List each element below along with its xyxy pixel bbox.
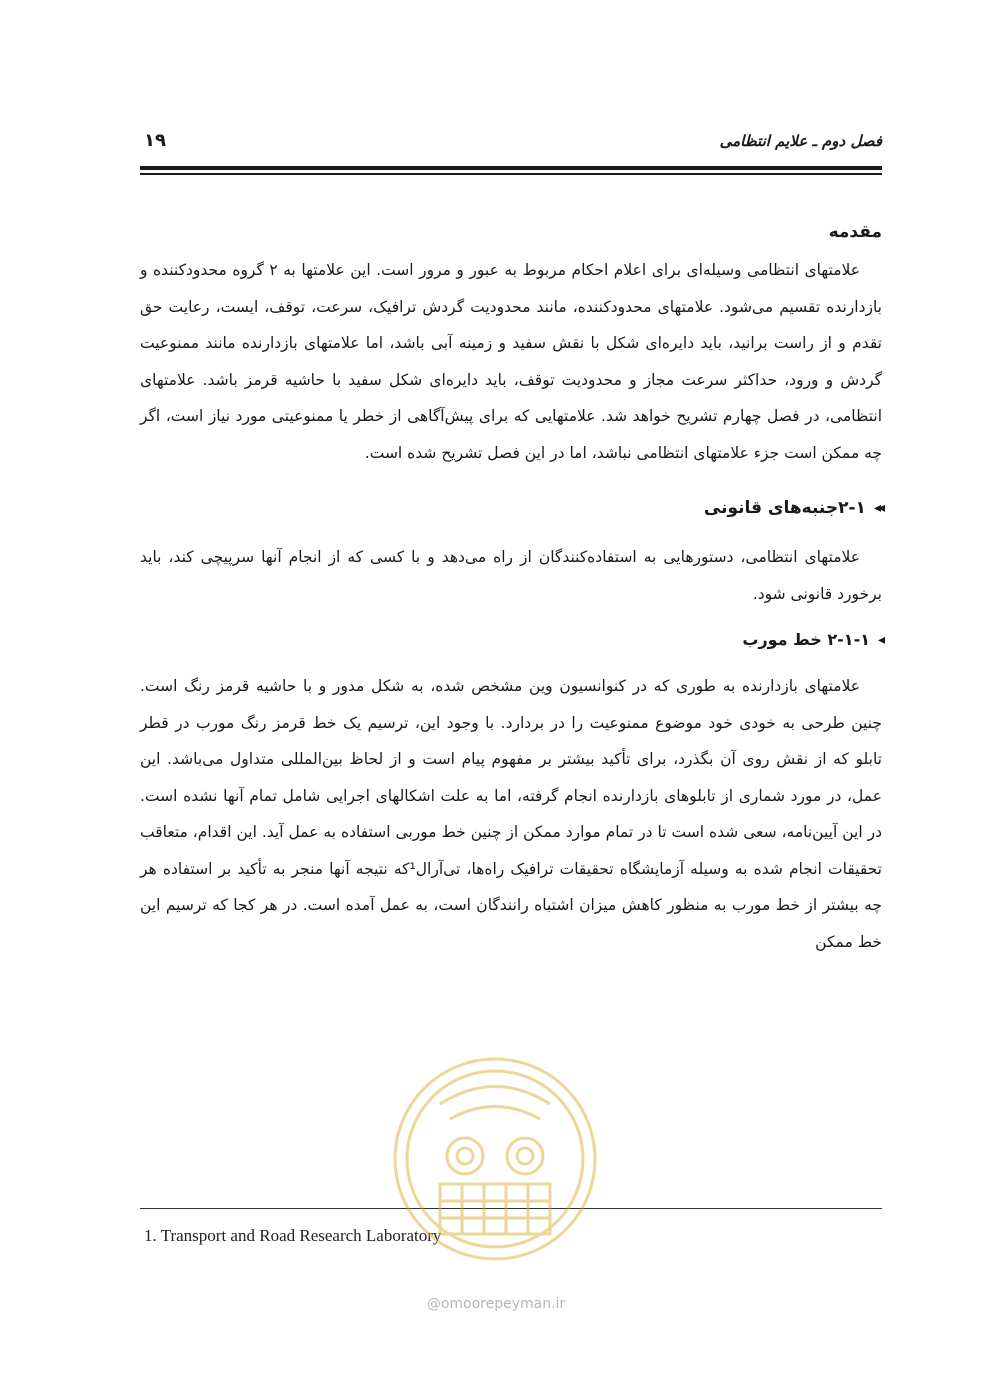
intro-paragraph: علامتهای انتظامی وسیله‌ای برای اعلام احکام مربوط به عبور و مرور است. این علامتها به ۲ گروه محدودکننده و بازدارنده تقسیم می‌شود. علامتهای محدودکننده، مانند محدودیت گردش ترافیک، سرعت، توقف، ایست، رعایت حق تقدم و از راست برانید، باید دایره‌ای شکل با نقش سفید و زمینه آبی باشد، اما علامتهای بازدارنده مانند ممنوعیت گردش و ورود، حداکثر سرعت مجاز و محدودیت توقف، باید دایره‌ای شکل سفید با حاشیه قرمز باشد. علامتهای انتظامی، در فصل چهارم تشریح خواهد شد. علامتهایی که برای پیش‌آگاهی از خطر یا ممنوعیتی مورد نیاز است، اگر چه ممکن است جزء علامتهای انتظامی نباشد، اما در این فصل تشریح شده است.: [140, 261, 882, 462]
intro-heading: مقدمه: [828, 222, 882, 242]
page-number: ۱۹: [144, 130, 166, 151]
legal-paragraph: علامتهای انتظامی، دستورهایی به استفاده‌کنندگان از راه می‌دهد و با کسی که از انجام آنها سرپیچی کند، باید برخورد قانونی شود.: [140, 548, 882, 603]
watermark-logo-icon: [380, 1044, 610, 1274]
running-title: فصل دوم ـ علایم انتظامی: [719, 132, 882, 150]
subsection-heading-diagonal: [140, 612, 882, 668]
section-heading-text: ۲-۱جنبه‌های قانونی: [703, 498, 866, 518]
running-header: [140, 128, 882, 162]
body-content: [140, 212, 882, 960]
footnote: 1. Transport and Road Research Laboratory: [144, 1226, 442, 1245]
section-heading-legal: [140, 477, 882, 539]
arrow-icon: ◂: [877, 632, 882, 648]
header-rule-thick: [140, 166, 882, 170]
double-arrow-icon: ◂◂: [873, 500, 882, 516]
watermark-url: @omoorepeyman.ir: [426, 1296, 566, 1312]
diagonal-paragraph: علامتهای بازدارنده به طوری که در کنوانسیون وین مشخص شده، به شکل مدور و با حاشیه قرمز رنگ است. چنین طرحی به خودی خود موضوع ممنوعیت را در بردارد. با وجود این، ترسیم یک خط قرمز رنگ مورب در قطر تابلو که از نقش روی آن بگذرد، برای تأکید بیشتر بر مفهوم پیام است و از لحاظ بین‌المللی متداول می‌باشد. این عمل، در مورد شماری از تابلوهای بازدارنده انجام گرفته، اما به علت اشکالهای اجرایی شامل تمام آنها نشده است. در این آیین‌نامه، سعی شده است تا در تمام موارد ممکن از چنین خط موربی استفاده به عمل آید. این اقدام، متعاقب تحقیقات انجام شده به وسیله آزمایشگاه تحقیقات ترافیک راه‌ها، تی‌آرال¹که نتیجه آنها منجر به تأکید بر استفاده هر چه بیشتر از خط مورب به منظور کاهش میزان اشتباه رانندگان است، به عمل آمده است. در هر کجا که ترسیم این خط ممکن: [140, 677, 882, 951]
header-rule-thin: [140, 173, 882, 175]
subsection-heading-text: ۲-۱-۱ خط مورب: [742, 630, 870, 649]
